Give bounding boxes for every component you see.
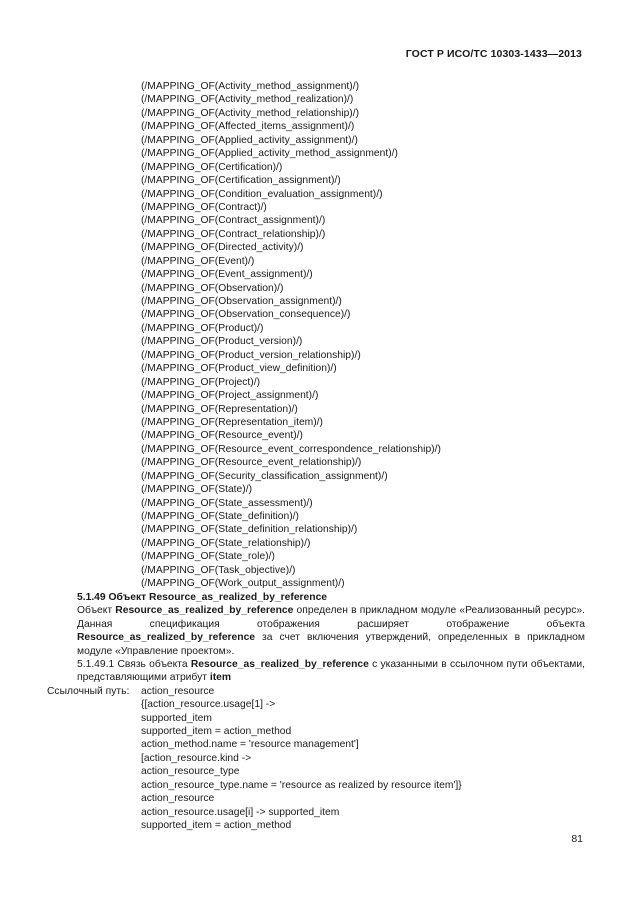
mapping-line: (/MAPPING_OF(Event)/) [141,255,255,267]
reference-path-line: action_resource_type [141,766,240,778]
mapping-line: (/MAPPING_OF(Representation_item)/) [141,416,323,428]
mapping-line: (/MAPPING_OF(Resource_event_correspondence_relationship)/) [141,443,441,455]
mapping-line: (/MAPPING_OF(State_role)/) [141,551,275,563]
mapping-line: (/MAPPING_OF(Contract)/) [141,201,267,213]
page-number: 81 [571,833,583,845]
reference-path [47,685,585,832]
mapping-line: (/MAPPING_OF(Work_output_assignment)/) [141,578,345,590]
mapping-line: (/MAPPING_OF(Resource_event)/) [141,430,303,442]
reference-path-line: action_resource.usage[i] -> supported_item [141,806,340,818]
reference-path-line: [action_resource.kind -> [141,752,252,764]
mapping-line: (/MAPPING_OF(Representation)/) [141,403,298,415]
paragraph-text: с указанными в ссылочном пути объектами, представляющими атрибут [77,659,585,684]
mapping-line: (/MAPPING_OF(Task_objective)/) [141,564,296,576]
reference-path-line: supported_item = action_method [141,726,292,738]
mapping-list [141,80,441,591]
section-5-1-49 [47,591,585,832]
paragraph-text: Объект [77,605,116,617]
mapping-line: (/MAPPING_OF(Activity_method_realization)/) [141,94,354,106]
mapping-line: (/MAPPING_OF(Observation_assignment)/) [141,296,342,307]
reference-path-line: action_method.name = 'resource management'] [141,739,359,751]
mapping-line: (/MAPPING_OF(State_definition_relationship)/) [141,524,358,536]
mapping-line: (/MAPPING_OF(Contract_assignment)/) [141,215,326,227]
reference-path-label: Ссылочный путь: [47,685,130,697]
mapping-line: (/MAPPING_OF(Directed_activity)/) [141,242,304,254]
reference-path-line: action_resource [141,793,215,805]
reference-path-line: {[action_resource.usage[1] -> [141,699,276,711]
mapping-line: (/MAPPING_OF(Activity_method_relationship)/) [141,107,360,119]
mapping-line: (/MAPPING_OF(Project)/) [141,376,260,388]
mapping-line: (/MAPPING_OF(State_relationship)/) [141,537,311,549]
reference-path-line: action_resource [141,685,215,697]
reference-path-lines [141,685,462,832]
paragraph-text: определен в прикладном модуле «Реализованный ресурс». Данная спецификация отображения расширяет отображение объекта [77,605,585,630]
mapping-line: (/MAPPING_OF(Resource_event_relationship)/) [141,457,362,469]
mapping-line: (/MAPPING_OF(Contract_relationship)/) [141,228,326,240]
section-heading: 5.1.49 Объект Resource_as_realized_by_reference [77,592,328,603]
paragraph-text: за счет включения утверждений, определенных в прикладном модуле «Управление проектом». [77,632,585,657]
mapping-line: (/MAPPING_OF(Project_assignment)/) [141,390,319,402]
entity-name: Resource_as_realized_by_reference [115,605,294,617]
mapping-line: (/MAPPING_OF(Event_assignment)/) [141,269,313,281]
mapping-line: (/MAPPING_OF(Affected_items_assignment)/) [141,121,355,133]
paragraph-definition [47,604,585,658]
mapping-line: (/MAPPING_OF(Product_version)/) [141,336,303,348]
paragraph-attribute-mapping [47,658,585,685]
attribute-name: item [209,672,232,684]
mapping-line: (/MAPPING_OF(Certification_assignment)/) [141,175,341,187]
mapping-line: (/MAPPING_OF(Applied_activity_assignment)/) [141,134,358,146]
entity-name: Resource_as_realized_by_reference [190,659,369,671]
mapping-line: (/MAPPING_OF(Certification)/) [141,161,283,173]
mapping-line: (/MAPPING_OF(Product_view_definition)/) [141,363,337,375]
reference-path-line: supported_item = action_method [141,819,292,831]
mapping-line: (/MAPPING_OF(Activity_method_assignment)/) [141,81,360,92]
mapping-line: (/MAPPING_OF(Applied_activity_method_assignment)/) [141,148,398,160]
entity-name: Resource_as_realized_by_reference [77,632,256,644]
reference-path-line: supported_item [141,712,212,724]
mapping-line: (/MAPPING_OF(State)/) [141,484,252,496]
mapping-line: (/MAPPING_OF(State_definition)/) [141,511,299,522]
mapping-line: (/MAPPING_OF(Product_version_relationship)/) [141,349,361,361]
page-header: ГОСТ Р ИСО/ТС 10303-1433—2013 [405,48,582,60]
mapping-line: (/MAPPING_OF(Security_classification_assignment)/) [141,470,388,482]
mapping-line: (/MAPPING_OF(State_assessment)/) [141,497,313,509]
reference-path-line: action_resource_type.name = 'resource as realized by resource item']} [141,779,462,791]
mapping-line: (/MAPPING_OF(Condition_evaluation_assignment)/) [141,188,383,200]
mapping-line: (/MAPPING_OF(Observation_consequence)/) [141,309,351,321]
paragraph-text: 5.1.49.1 Связь объекта [77,659,191,671]
mapping-line: (/MAPPING_OF(Product)/) [141,322,264,334]
mapping-line: (/MAPPING_OF(Observation)/) [141,282,284,294]
